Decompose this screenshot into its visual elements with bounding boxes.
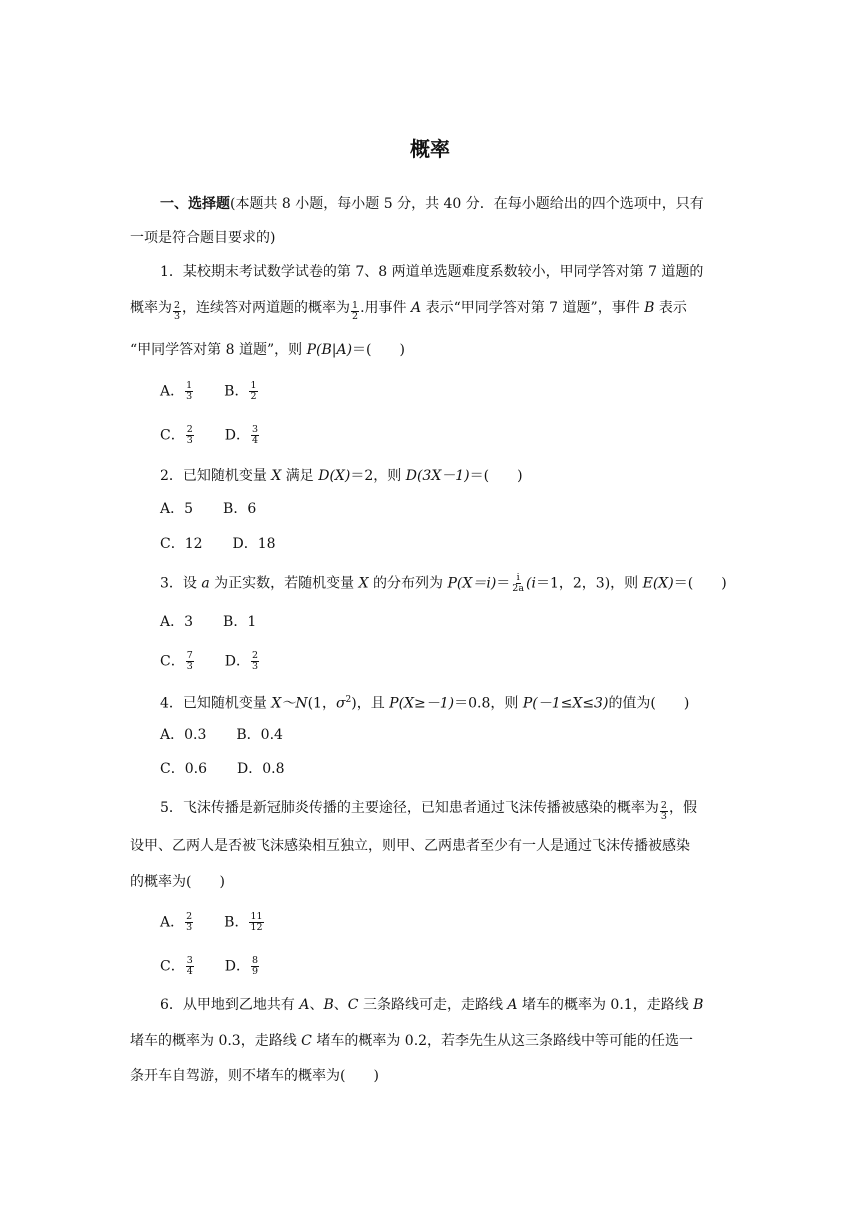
q1-text: ＝( ) bbox=[352, 342, 405, 358]
q2-text: ＝2，则 bbox=[350, 468, 406, 484]
option-b: B．6 bbox=[223, 501, 257, 517]
q2-options-row-2 bbox=[160, 534, 276, 554]
option-letter: B． bbox=[224, 914, 249, 931]
section-header bbox=[160, 194, 704, 214]
q2-options-row-1 bbox=[160, 499, 256, 519]
option-b-fraction bbox=[249, 912, 263, 933]
q4-expression: X～N bbox=[271, 695, 308, 712]
q4-expression: P(－1≤X≤3) bbox=[522, 695, 609, 712]
q1-line-1: 1．某校期末考试数学试卷的第 7、8 两道单选题难度系数较小，甲同学答对第 7 道题的 bbox=[160, 264, 704, 280]
q1-line-2 bbox=[130, 298, 687, 322]
option-a: A．5 bbox=[160, 501, 194, 517]
frac-den: 3 bbox=[186, 661, 193, 672]
sigma-symbol: σ bbox=[335, 695, 346, 712]
option-a-fraction bbox=[185, 381, 193, 402]
q4-expression: P(X≥－1) bbox=[389, 695, 455, 712]
option-letter: C． bbox=[160, 958, 185, 975]
frac-num: 11 bbox=[250, 911, 263, 922]
frac-num: 2 bbox=[252, 650, 259, 661]
q3-fraction bbox=[511, 573, 525, 594]
q5-line-1 bbox=[160, 798, 697, 822]
q6-line-2 bbox=[130, 1031, 693, 1051]
q3-text: ＝ bbox=[496, 575, 511, 592]
event-b: B bbox=[644, 300, 655, 316]
q5-text: 5．飞沫传播是新冠肺炎传播的主要途径，已知患者通过飞沫传播被感染的概率为 bbox=[160, 800, 659, 816]
q1-text: “甲同学答对第 8 道题”，则 bbox=[130, 342, 307, 358]
frac-den: 4 bbox=[252, 435, 259, 446]
option-letter: C． bbox=[160, 427, 185, 444]
option-letter: D． bbox=[224, 427, 250, 444]
q5-options-row-1 bbox=[160, 912, 265, 933]
frac-num: 2 bbox=[174, 300, 181, 311]
q4-stem bbox=[160, 690, 689, 714]
q1-options-row-1 bbox=[160, 381, 259, 402]
q1-fraction-1 bbox=[173, 301, 181, 322]
option-d-fraction bbox=[251, 956, 259, 977]
q2-expression: D(X) bbox=[318, 468, 351, 484]
frac-den: 2 bbox=[250, 391, 257, 402]
q6-line-1 bbox=[160, 995, 703, 1015]
section-label: 一、选择题 bbox=[160, 196, 230, 212]
frac-num: 3 bbox=[252, 424, 259, 435]
option-c-fraction bbox=[186, 651, 194, 672]
option-d-fraction bbox=[251, 651, 259, 672]
q6-text: 、 bbox=[309, 997, 324, 1013]
q4-text: )，且 bbox=[351, 695, 390, 712]
option-d-fraction bbox=[251, 425, 259, 446]
option-letter: A． bbox=[160, 914, 185, 931]
option-a: A．0.3 bbox=[160, 727, 207, 743]
q3-text: ＝( ) bbox=[673, 575, 727, 592]
q5-text: ，假 bbox=[668, 800, 697, 816]
q1-text: 表示“甲同学答对第 7 道题”，事件 bbox=[421, 300, 645, 316]
page-title: 概率 bbox=[410, 137, 450, 161]
frac-num: 1 bbox=[186, 380, 193, 391]
frac-den: 3 bbox=[186, 435, 193, 446]
option-b: B．1 bbox=[223, 614, 257, 630]
q1-text: 概率为 bbox=[130, 300, 172, 316]
frac-den: 4 bbox=[186, 966, 193, 977]
option-letter: A． bbox=[160, 383, 185, 400]
q6-text: 堵车的概率为 0.2，若李先生从这三条路线中等可能的任选一 bbox=[311, 1033, 694, 1049]
option-d: D．18 bbox=[232, 536, 276, 552]
option-c-fraction bbox=[186, 956, 194, 977]
route-b: B bbox=[693, 997, 704, 1013]
frac-num: 2 bbox=[186, 911, 193, 922]
route-b: B bbox=[323, 997, 334, 1013]
frac-num: 2 bbox=[186, 424, 193, 435]
route-c: C bbox=[347, 997, 359, 1013]
option-letter: B． bbox=[224, 383, 249, 400]
q1-text: 表示 bbox=[654, 300, 687, 316]
option-c: C．12 bbox=[160, 536, 203, 552]
frac-num: i bbox=[516, 572, 520, 583]
q1-options-row-2 bbox=[160, 425, 260, 446]
frac-den: 3 bbox=[660, 811, 667, 822]
q5-line-3: 的概率为( ) bbox=[130, 874, 225, 890]
option-letter: D． bbox=[224, 653, 250, 670]
q3-text: ＝1，2，3)，则 bbox=[535, 575, 643, 592]
frac-num: 1 bbox=[250, 380, 257, 391]
q2-text: 2．已知随机变量 bbox=[160, 468, 272, 484]
q2-text: ＝( ) bbox=[469, 468, 523, 484]
option-letter: C． bbox=[160, 653, 185, 670]
frac-num: 3 bbox=[186, 955, 193, 966]
frac-den: 3 bbox=[252, 661, 259, 672]
q1-line-3 bbox=[130, 340, 405, 360]
option-letter: D． bbox=[224, 958, 250, 975]
var-x: X bbox=[358, 575, 369, 592]
frac-num: 8 bbox=[252, 955, 259, 966]
frac-num: 1 bbox=[352, 300, 359, 311]
q6-text: 6．从甲地到乙地共有 bbox=[160, 997, 300, 1013]
q3-stem bbox=[160, 573, 727, 594]
q5-fraction bbox=[660, 801, 668, 822]
section-text-2: 一项是符合题目要求的) bbox=[130, 230, 276, 246]
route-c: C bbox=[301, 1033, 312, 1049]
q4-options-row-2 bbox=[160, 759, 284, 779]
q1-expression: P(B|A) bbox=[306, 342, 353, 358]
option-b: B．0.4 bbox=[236, 727, 283, 743]
q6-line-3: 条开车自驾游，则不堵车的概率为( ) bbox=[130, 1068, 379, 1084]
frac-den: 3 bbox=[174, 311, 181, 322]
q2-stem bbox=[160, 466, 523, 486]
q6-text: 三条路线可走，走路线 bbox=[358, 997, 508, 1013]
frac-den: 2 bbox=[352, 311, 359, 322]
q1-fraction-2 bbox=[351, 301, 359, 322]
q5-options-row-2 bbox=[160, 956, 260, 977]
event-a: A bbox=[411, 300, 422, 316]
option-d: D．0.8 bbox=[236, 761, 285, 777]
q4-text: (1， bbox=[307, 695, 336, 712]
frac-den: 3 bbox=[186, 922, 193, 933]
q6-text: 堵车的概率为 0.1，走路线 bbox=[517, 997, 694, 1013]
q3-options-row-2 bbox=[160, 651, 260, 672]
q5-line-2: 设甲、乙两人是否被飞沫感染相互独立，则甲、乙两患者至少有一人是通过飞沫传播被感染 bbox=[130, 838, 690, 854]
q2-text: 满足 bbox=[281, 468, 319, 484]
q3-text: 的分布列为 bbox=[368, 575, 448, 592]
frac-num: 7 bbox=[186, 650, 193, 661]
frac-den: 12 bbox=[250, 922, 263, 933]
frac-den: 2a bbox=[512, 583, 525, 594]
option-a: A．3 bbox=[160, 614, 194, 630]
superscript: 2 bbox=[345, 695, 352, 705]
q6-text: 、 bbox=[333, 997, 348, 1013]
var-a: a bbox=[201, 575, 210, 592]
frac-num: 2 bbox=[660, 800, 667, 811]
q3-text: 3．设 bbox=[160, 575, 202, 592]
frac-den: 3 bbox=[186, 391, 193, 402]
option-c-fraction bbox=[186, 425, 194, 446]
q3-text: 为正实数，若随机变量 bbox=[209, 575, 359, 592]
q4-text: 4．已知随机变量 bbox=[160, 695, 272, 712]
var-x: X bbox=[271, 468, 282, 484]
q1-text: .用事件 bbox=[360, 300, 411, 316]
q3-expression: P(X＝i) bbox=[447, 575, 497, 592]
option-a-fraction bbox=[185, 912, 193, 933]
route-a: A bbox=[507, 997, 518, 1013]
q4-options-row-1 bbox=[160, 725, 283, 745]
route-a: A bbox=[299, 997, 310, 1013]
q3-expression: E(X) bbox=[642, 575, 674, 592]
option-b-fraction bbox=[249, 381, 257, 402]
q1-text: ，连续答对两道题的概率为 bbox=[182, 300, 351, 316]
q3-expression: (i bbox=[526, 575, 536, 592]
q6-text: 堵车的概率为 0.3，走路线 bbox=[130, 1033, 302, 1049]
section-text-1: (本题共 8 小题，每小题 5 分，共 40 分．在每小题给出的四个选项中，只有 bbox=[230, 196, 704, 212]
q2-expression: D(3X－1) bbox=[405, 468, 470, 484]
q3-options-row-1 bbox=[160, 612, 256, 632]
q4-text: 的值为( ) bbox=[608, 695, 690, 712]
option-c: C．0.6 bbox=[160, 761, 207, 777]
q4-text: ＝0.8，则 bbox=[454, 695, 523, 712]
frac-den: 9 bbox=[252, 966, 259, 977]
